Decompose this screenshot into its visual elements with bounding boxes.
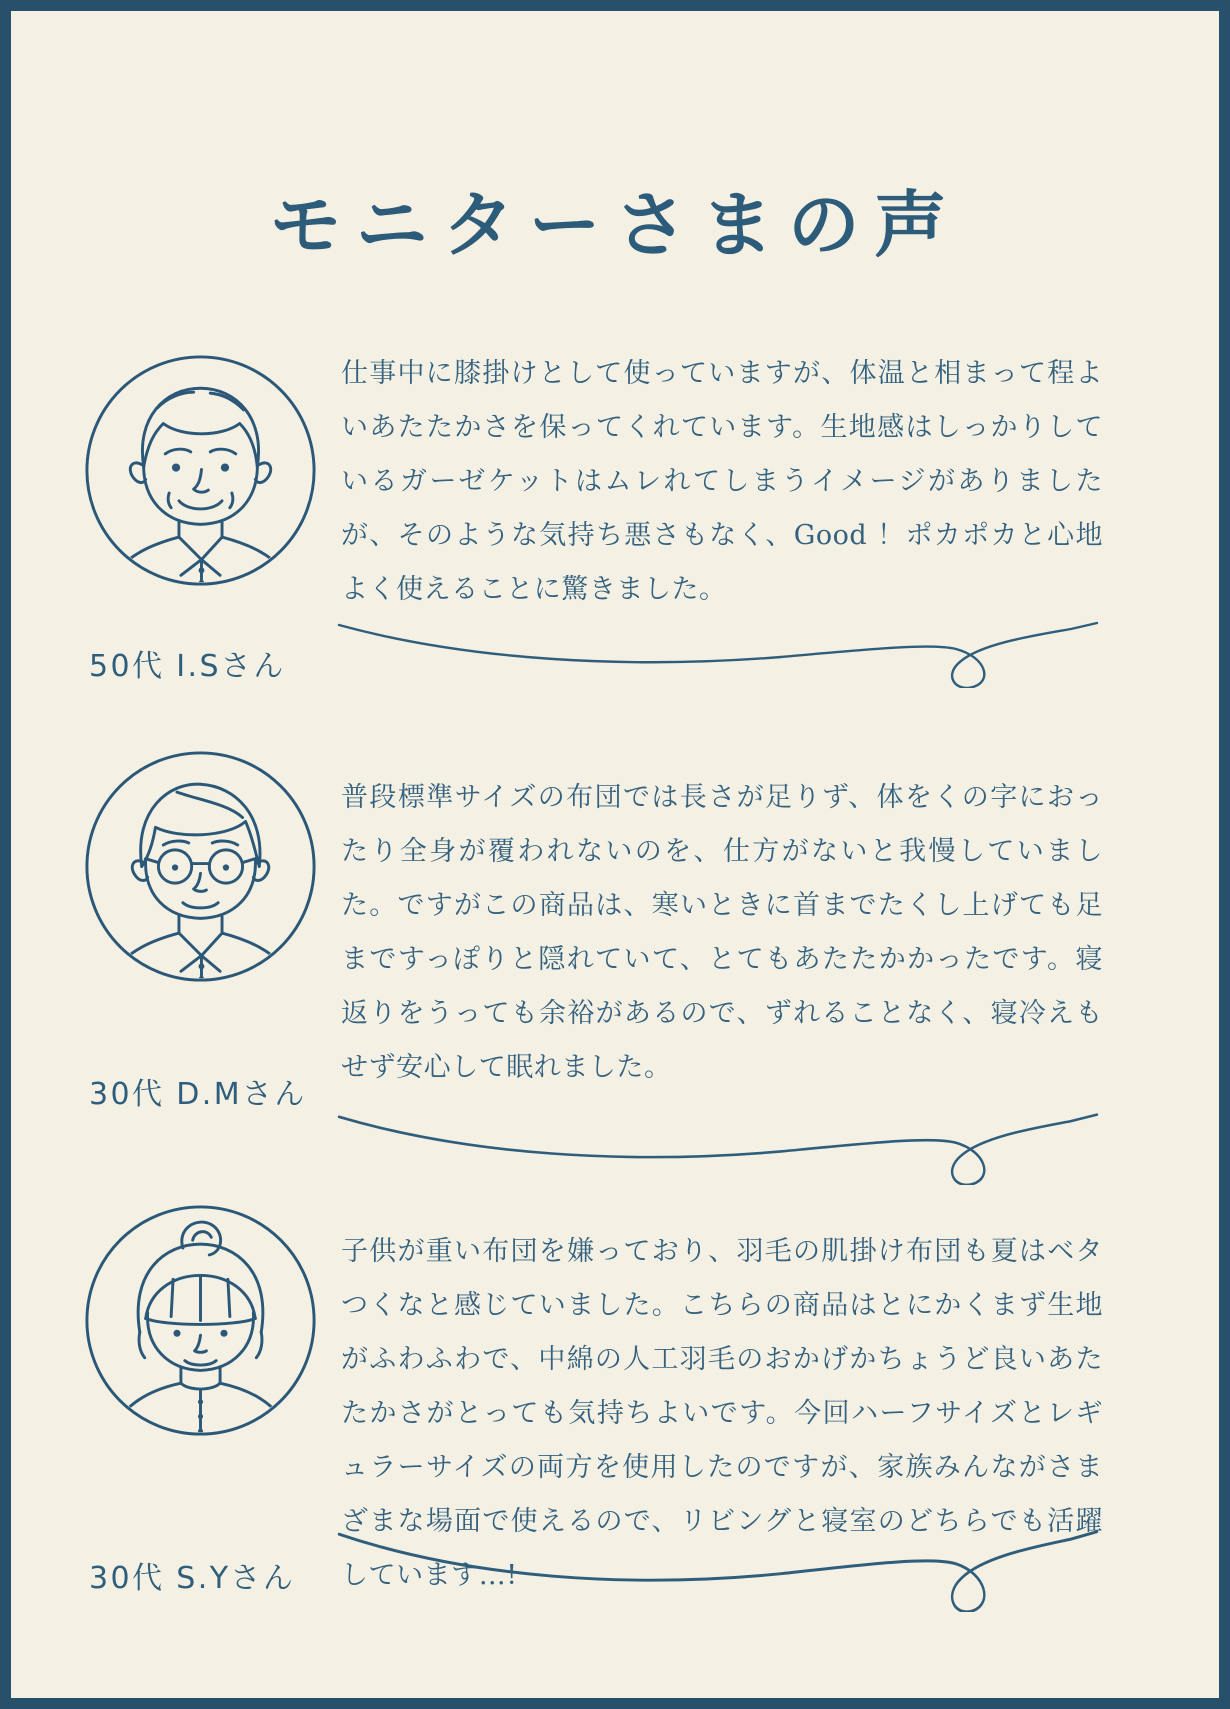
review-text-3: 子供が重い布団を嫌っており、羽毛の肌掛け布団も夏はベタつくなと感じていました。こちらの商品はとにかくまず生地がふわふわで、中綿の人工羽毛のおかげかちょうど良いあたたかさがとっても気持ちよいです。今回ハーフサイズとレギュラーサイズの両方を使用したのですが、家族みんながさまざまな場面で使えるので、リビングと寝室のどちらでも活躍しています…! bbox=[341, 1236, 1103, 1591]
flourish-line-icon bbox=[331, 1093, 1106, 1185]
page-title: モニターさまの声 bbox=[269, 182, 961, 268]
avatar-man-30s-glasses-icon bbox=[83, 749, 318, 984]
avatar-man-50s-icon bbox=[83, 353, 318, 588]
flourish-line-icon bbox=[331, 603, 1106, 688]
review-text-1: 仕事中に膝掛けとして使っていますが、体温と相まって程よいあたたかさを保ってくれています。生地感はしっかりしているガーゼケットはムレれてしまうイメージがありましたが、そのような気持ち悪さもなく、Good ！ポカポカと心地よく使えることに驚きました。 bbox=[341, 358, 1103, 605]
reviewer-name-2: 30代 D.Mさん bbox=[89, 1077, 307, 1112]
review-text-2: 普段標準サイズの布団では長さが足りず、体をくの字におったり全身が覆われないのを、仕方がないと我慢していました。ですがこの商品は、寒いときに首までたくし上げても足まですっぽりと隠れていて、とてもあたたかかったです。寝返りをうっても余裕があるので、ずれることなく、寝冷えもせず安心して眠れました。 bbox=[341, 782, 1103, 1083]
reviewer-name-3: 30代 S.Yさん bbox=[89, 1561, 296, 1596]
avatar-woman-30s-icon bbox=[83, 1203, 318, 1438]
reviewer-name-1: 50代 I.Sさん bbox=[89, 649, 286, 684]
flourish-line-icon bbox=[331, 1507, 1106, 1612]
